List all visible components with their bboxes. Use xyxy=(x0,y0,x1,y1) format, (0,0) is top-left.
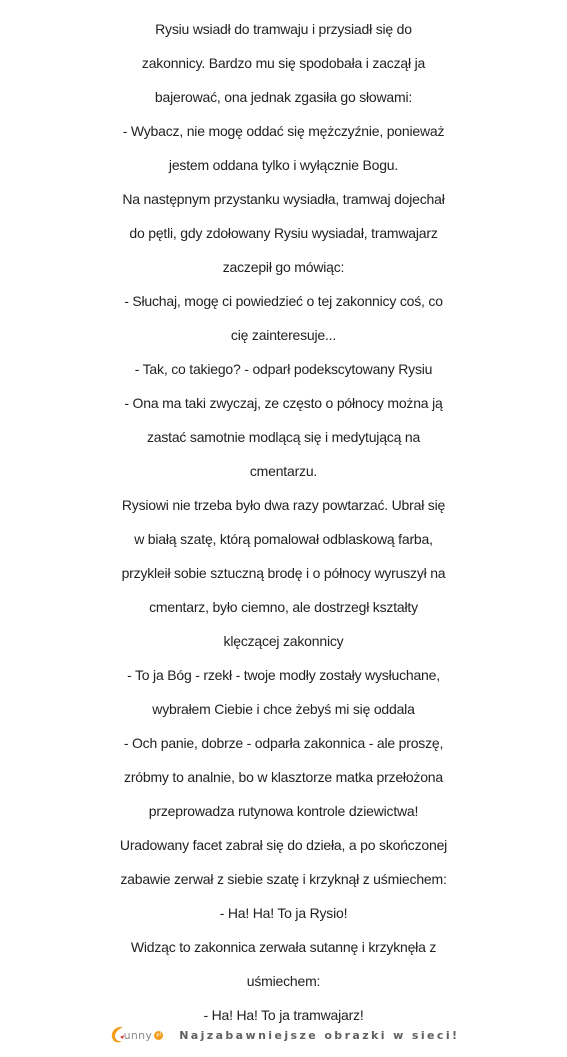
story-line: uśmiechem: xyxy=(246,973,321,989)
logo-badge: pl xyxy=(154,1031,163,1040)
story-line: - Tak, co takiego? - odparł podekscytowany Rysiu xyxy=(134,361,433,377)
story-line: bajerować, ona jednak zgasiła go słowami: xyxy=(154,89,413,105)
story-line: Uradowany facet zabrał się do dzieła, a po skończonej xyxy=(119,837,448,853)
story-line: Rysiowi nie trzeba było dwa razy powtarzać. Ubrał się xyxy=(121,497,446,513)
footer xyxy=(0,1022,567,1048)
story-line: Na następnym przystanku wysiadła, tramwaj dojechał xyxy=(122,191,445,207)
story-line: w białą szatę, którą pomalował odblaskową farba, xyxy=(134,531,433,547)
story-line: zastać samotnie modlącą się i medytującą na xyxy=(146,429,421,445)
story-line: przykleił sobie sztuczną brodę i o północy wyruszył na xyxy=(121,565,446,581)
story-line: - Słuchaj, mogę ci powiedzieć o tej zakonnicy coś, co xyxy=(124,293,443,309)
story-line: zaczepił go mówiąc: xyxy=(222,259,345,275)
story-line: cmentarz, było ciemno, ale dostrzegł kształty xyxy=(149,599,418,615)
footer-tagline: Najzabawniejsze obrazki w sieci! xyxy=(179,1028,460,1042)
story-line: jestem oddana tylko i wyłącznie Bogu. xyxy=(168,157,399,173)
story-line: - Ona ma taki zwyczaj, ze często o północy można ją xyxy=(124,395,443,411)
story-line: - Wybacz, nie mogę oddać się mężczyźnie, ponieważ xyxy=(122,123,445,139)
story-line: do pętli, gdy zdołowany Rysiu wysiadał, tramwajarz xyxy=(129,225,438,241)
story-text xyxy=(0,12,567,1032)
story-line: - Ha! Ha! To ja Rysio! xyxy=(219,905,348,921)
story-line: wybrałem Ciebie i chce żebyś mi się oddala xyxy=(152,701,415,717)
funny-logo[interactable] xyxy=(108,1022,164,1048)
story-line: przeprowadza rutynowa kontrole dziewictwa! xyxy=(148,803,419,819)
story-line: - Och panie, dobrze - odparła zakonnica - ale proszę, xyxy=(123,735,444,751)
story-line: zakonnicy. Bardzo mu się spodobała i zaczął ja xyxy=(141,55,426,71)
logo-wordmark: unny xyxy=(123,1028,153,1042)
story-line: klęczącej zakonnicy xyxy=(223,633,344,649)
story-line: zróbmy to analnie, bo w klasztorze matka przełożona xyxy=(124,769,443,785)
story-line: Rysiu wsiadł do tramwaju i przysiadł się do xyxy=(155,21,412,37)
story-line: - To ja Bóg - rzekł - twoje modły zostały wysłuchane, xyxy=(127,667,440,683)
story-line: cię zainteresuje... xyxy=(230,327,337,343)
story-line: - Ha! Ha! To ja tramwajarz! xyxy=(203,1007,364,1023)
story-line: Widząc to zakonnica zerwała sutannę i krzyknęła z xyxy=(130,939,437,955)
story-line: zabawie zerwał z siebie szatę i krzyknął z uśmiechem: xyxy=(120,871,447,887)
story-line: cmentarzu. xyxy=(249,463,318,479)
